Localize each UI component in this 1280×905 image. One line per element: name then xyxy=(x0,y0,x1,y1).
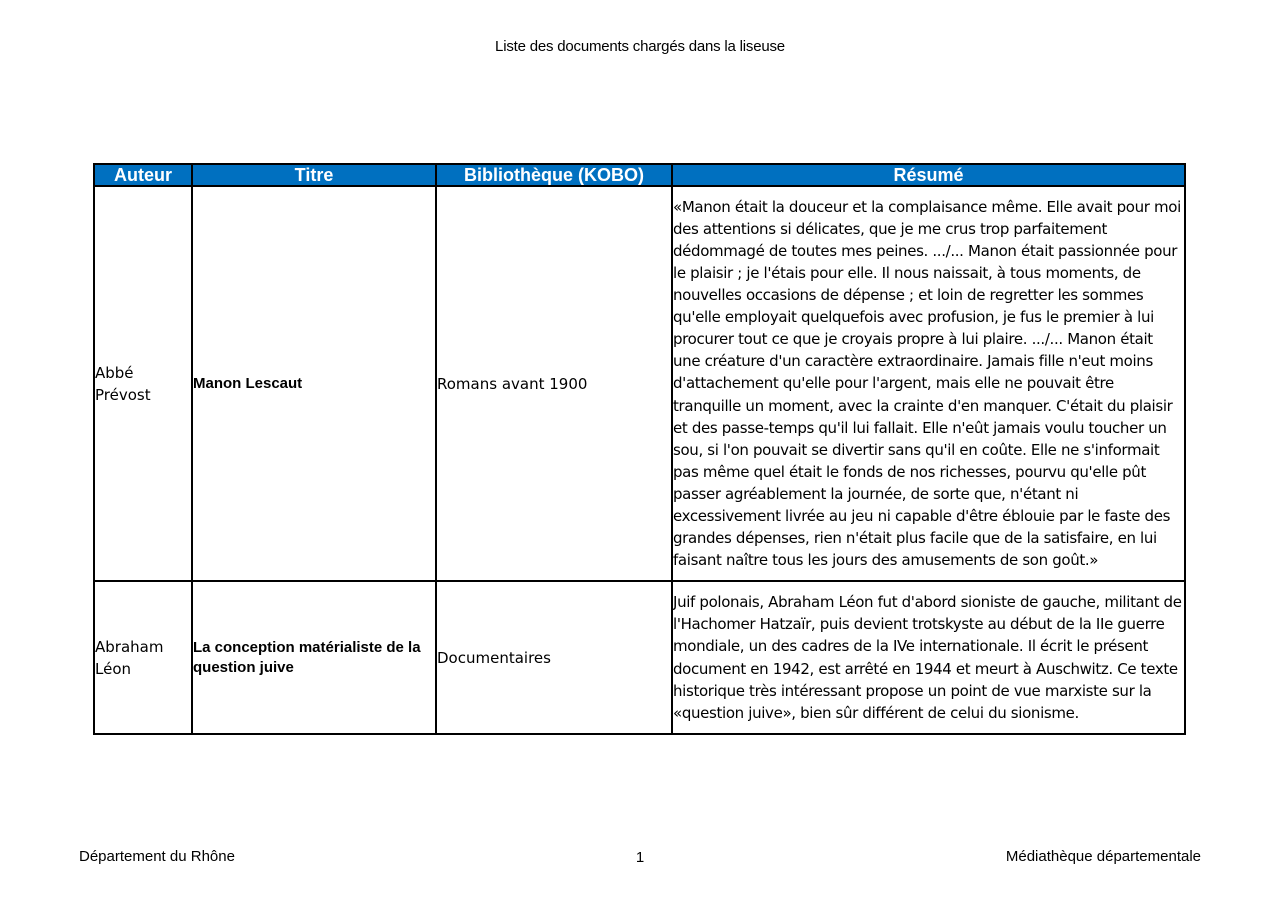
documents-table xyxy=(93,163,1186,735)
summary-cell: Juif polonais, Abraham Léon fut d'abord sioniste de gauche, militant de l'Hachomer Hatzaïr, puis devient trotskyste au début de la IIe guerre mondiale, un des cadres de la IVe internationale. Il écrit le présent document en 1942, est arrêté en 1944 et meurt à Auschwitz. Ce texte historique très intéressant propose un point de vue marxiste sur la «question juive», bien sûr différent de celui du sionisme. xyxy=(672,581,1185,734)
footer-department: Département du Rhône xyxy=(79,848,235,865)
column-header-library: Bibliothèque (KOBO) xyxy=(436,164,672,186)
footer-page-number: 1 xyxy=(635,849,645,866)
footer-library-name: Médiathèque départementale xyxy=(1005,848,1201,865)
title-cell: La conception matérialiste de la question juive xyxy=(192,581,436,734)
table-header-row xyxy=(94,164,1185,186)
library-cell: Documentaires xyxy=(436,581,672,734)
author-cell: Abbé Prévost xyxy=(94,186,192,581)
summary-cell: «Manon était la douceur et la complaisance même. Elle avait pour moi des attentions si délicates, que je me crus trop parfaitement dédommagé de toutes mes peines. .../... Manon était passionnée pour le plaisir ; je l'étais pour elle. Il nous naissait, à tous moments, de nouvelles occasions de dépense ; et loin de regretter les sommes qu'elle employait quelquefois avec profusion, je fus le premier à lui procurer tout ce que je croyais propre à lui plaire. .../... Manon était une créature d'un caractère extraordinaire. Jamais fille n'eut moins d'attachement qu'elle pour l'argent, mais elle ne pouvait être tranquille un moment, avec la crainte d'en manquer. C'était du plaisir et des passe-temps qu'il lui fallait. Elle n'eût jamais voulu toucher un sou, si l'on pouvait se divertir sans qu'il en coûte. Elle ne s'informait pas même quel était le fonds de nos richesses, pourvu qu'elle pût passer agréablement la journée, de sorte que, n'étant ni excessivement livrée au jeu ni capable d'être éblouie par le faste des grandes dépenses, rien n'était plus facile que de la satisfaire, en lui faisant naître tous les jours des amusements de son goût.» xyxy=(672,186,1185,581)
author-cell: Abraham Léon xyxy=(94,581,192,734)
column-header-author: Auteur xyxy=(94,164,192,186)
title-cell: Manon Lescaut xyxy=(192,186,436,581)
table-row xyxy=(94,186,1185,581)
column-header-summary: Résumé xyxy=(672,164,1185,186)
page-title: Liste des documents chargés dans la liseuse xyxy=(495,38,785,55)
table-row xyxy=(94,581,1185,734)
column-header-title: Titre xyxy=(192,164,436,186)
library-cell: Romans avant 1900 xyxy=(436,186,672,581)
